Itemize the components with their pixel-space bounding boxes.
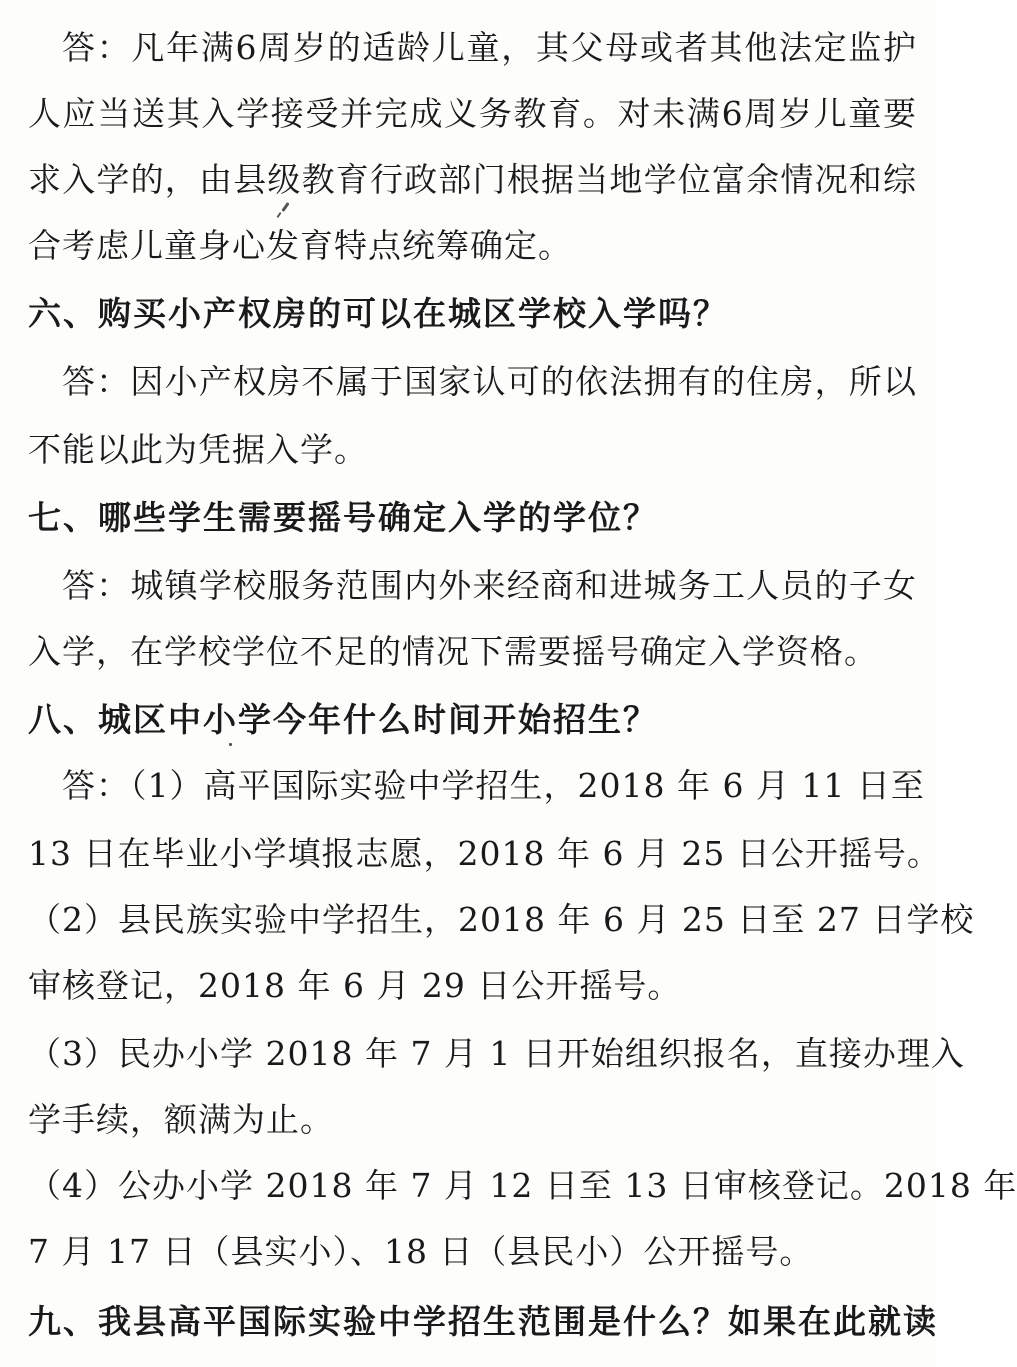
scan-speck [229, 743, 232, 746]
section-heading: 八、城区中小学今年什么时间开始招生？ [28, 700, 658, 739]
text-line: 答：（1）高平国际实验中学招生，2018 年 6 月 11 日至 [62, 766, 925, 805]
text-line: 答：凡年满6周岁的适龄儿童，其父母或者其他法定监护 [62, 28, 917, 67]
text-line: 7 月 17 日（县实小）、18 日（县民小）公开摇号。 [28, 1232, 814, 1271]
text-line: 合考虑儿童身心发育特点统筹确定。 [28, 226, 572, 265]
text-line: （4）公办小学 2018 年 7 月 12 日至 13 日审核登记。2018 年 [28, 1166, 1017, 1205]
text-line: （3）民办小学 2018 年 7 月 1 日开始组织报名，直接办理入 [28, 1034, 965, 1073]
text-line: 不能以此为凭据入学。 [28, 430, 368, 469]
section-heading: 九、我县高平国际实验中学招生范围是什么？如果在此就读 [28, 1302, 938, 1341]
text-line: 入学，在学校学位不足的情况下需要摇号确定入学资格。 [28, 632, 878, 671]
text-line: 答：因小产权房不属于国家认可的依法拥有的住房，所以 [62, 362, 917, 401]
text-line: 人应当送其入学接受并完成义务教育。对未满6周岁儿童要 [28, 94, 917, 133]
text-line: （2）县民族实验中学招生，2018 年 6 月 25 日至 27 日学校 [28, 900, 975, 939]
text-line: 学手续，额满为止。 [28, 1100, 334, 1139]
section-heading: 六、购买小产权房的可以在城区学校入学吗？ [28, 294, 728, 333]
text-line: 13 日在毕业小学填报志愿，2018 年 6 月 25 日公开摇号。 [28, 834, 941, 873]
text-line: 答：城镇学校服务范围内外来经商和进城务工人员的子女 [62, 566, 917, 605]
text-line: 审核登记，2018 年 6 月 29 日公开摇号。 [28, 966, 682, 1005]
section-heading: 七、哪些学生需要摇号确定入学的学位？ [28, 498, 658, 537]
text-line: 求入学的，由县级教育行政部门根据当地学位富余情况和综 [28, 160, 917, 199]
